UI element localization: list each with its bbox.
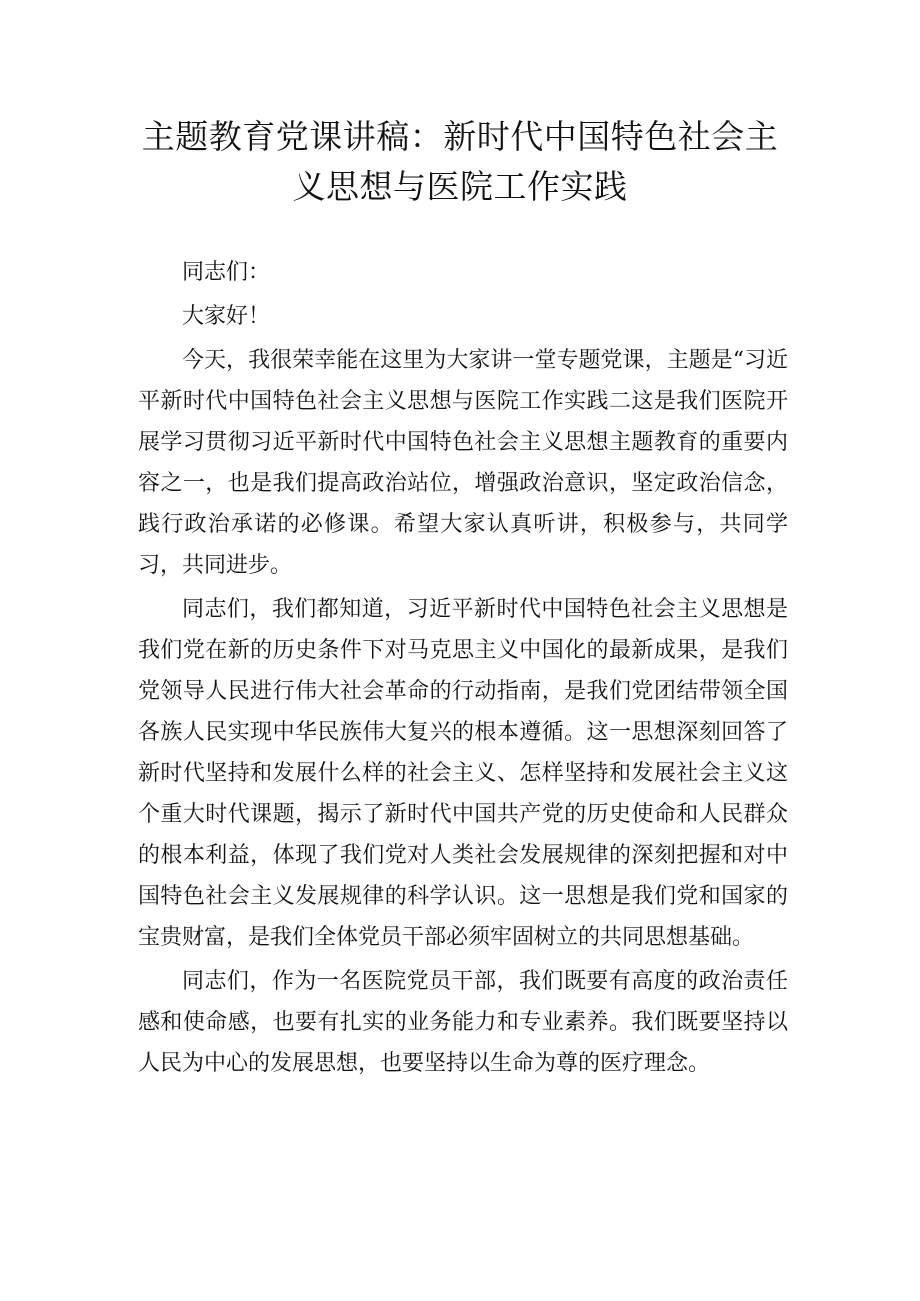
document-title	[140, 112, 780, 212]
salutation-paragraph: 同志们：	[182, 260, 271, 285]
title-line-1: 主题教育党课讲稿：新时代中国特色社会主	[141, 117, 779, 156]
intro-paragraph: 今天，我很荣幸能在这里为大家讲一堂专题党课，主题是“习近平新时代中国特色社会主义思想与医院工作实践二这是我们医院开展学习贯彻习近平新时代中国特色社会主义思想主题教育的重要内容之一，也是我们提高政治站位，增强政治意识，坚定政治信念，践行政治承诺的必修课。希望大家认真听讲，积极参与，共同学习，共同进步。	[138, 348, 788, 578]
title-line-2: 义思想与医院工作实践	[292, 167, 628, 206]
greeting-paragraph: 大家好！	[182, 304, 271, 329]
document-body	[138, 252, 788, 1084]
responsibility-paragraph: 同志们，作为一名医院党员干部，我们既要有高度的政治责任感和使命感，也要有扎实的业务能力和专业素养。我们既要坚持以人民为中心的发展思想，也要坚持以生命为尊的医疗理念。	[138, 969, 788, 1076]
theory-paragraph: 同志们，我们都知道，习近平新时代中国特色社会主义思想是我们党在新的历史条件下对马克思主义中国化的最新成果，是我们党领导人民进行伟大社会革命的行动指南，是我们党团结带领全国各族人民实现中华民族伟大复兴的根本遵循。这一思想深刻回答了新时代坚持和发展什么样的社会主义、怎样坚持和发展社会主义这个重大时代课题，揭示了新时代中国共产党的历史使命和人民群众的根本利益，体现了我们党对人类社会发展规律的深刻把握和对中国特色社会主义发展规律的科学认识。这一思想是我们党和国家的宝贵财富，是我们全体党员干部必须牢固树立的共同思想基础。	[138, 597, 788, 950]
